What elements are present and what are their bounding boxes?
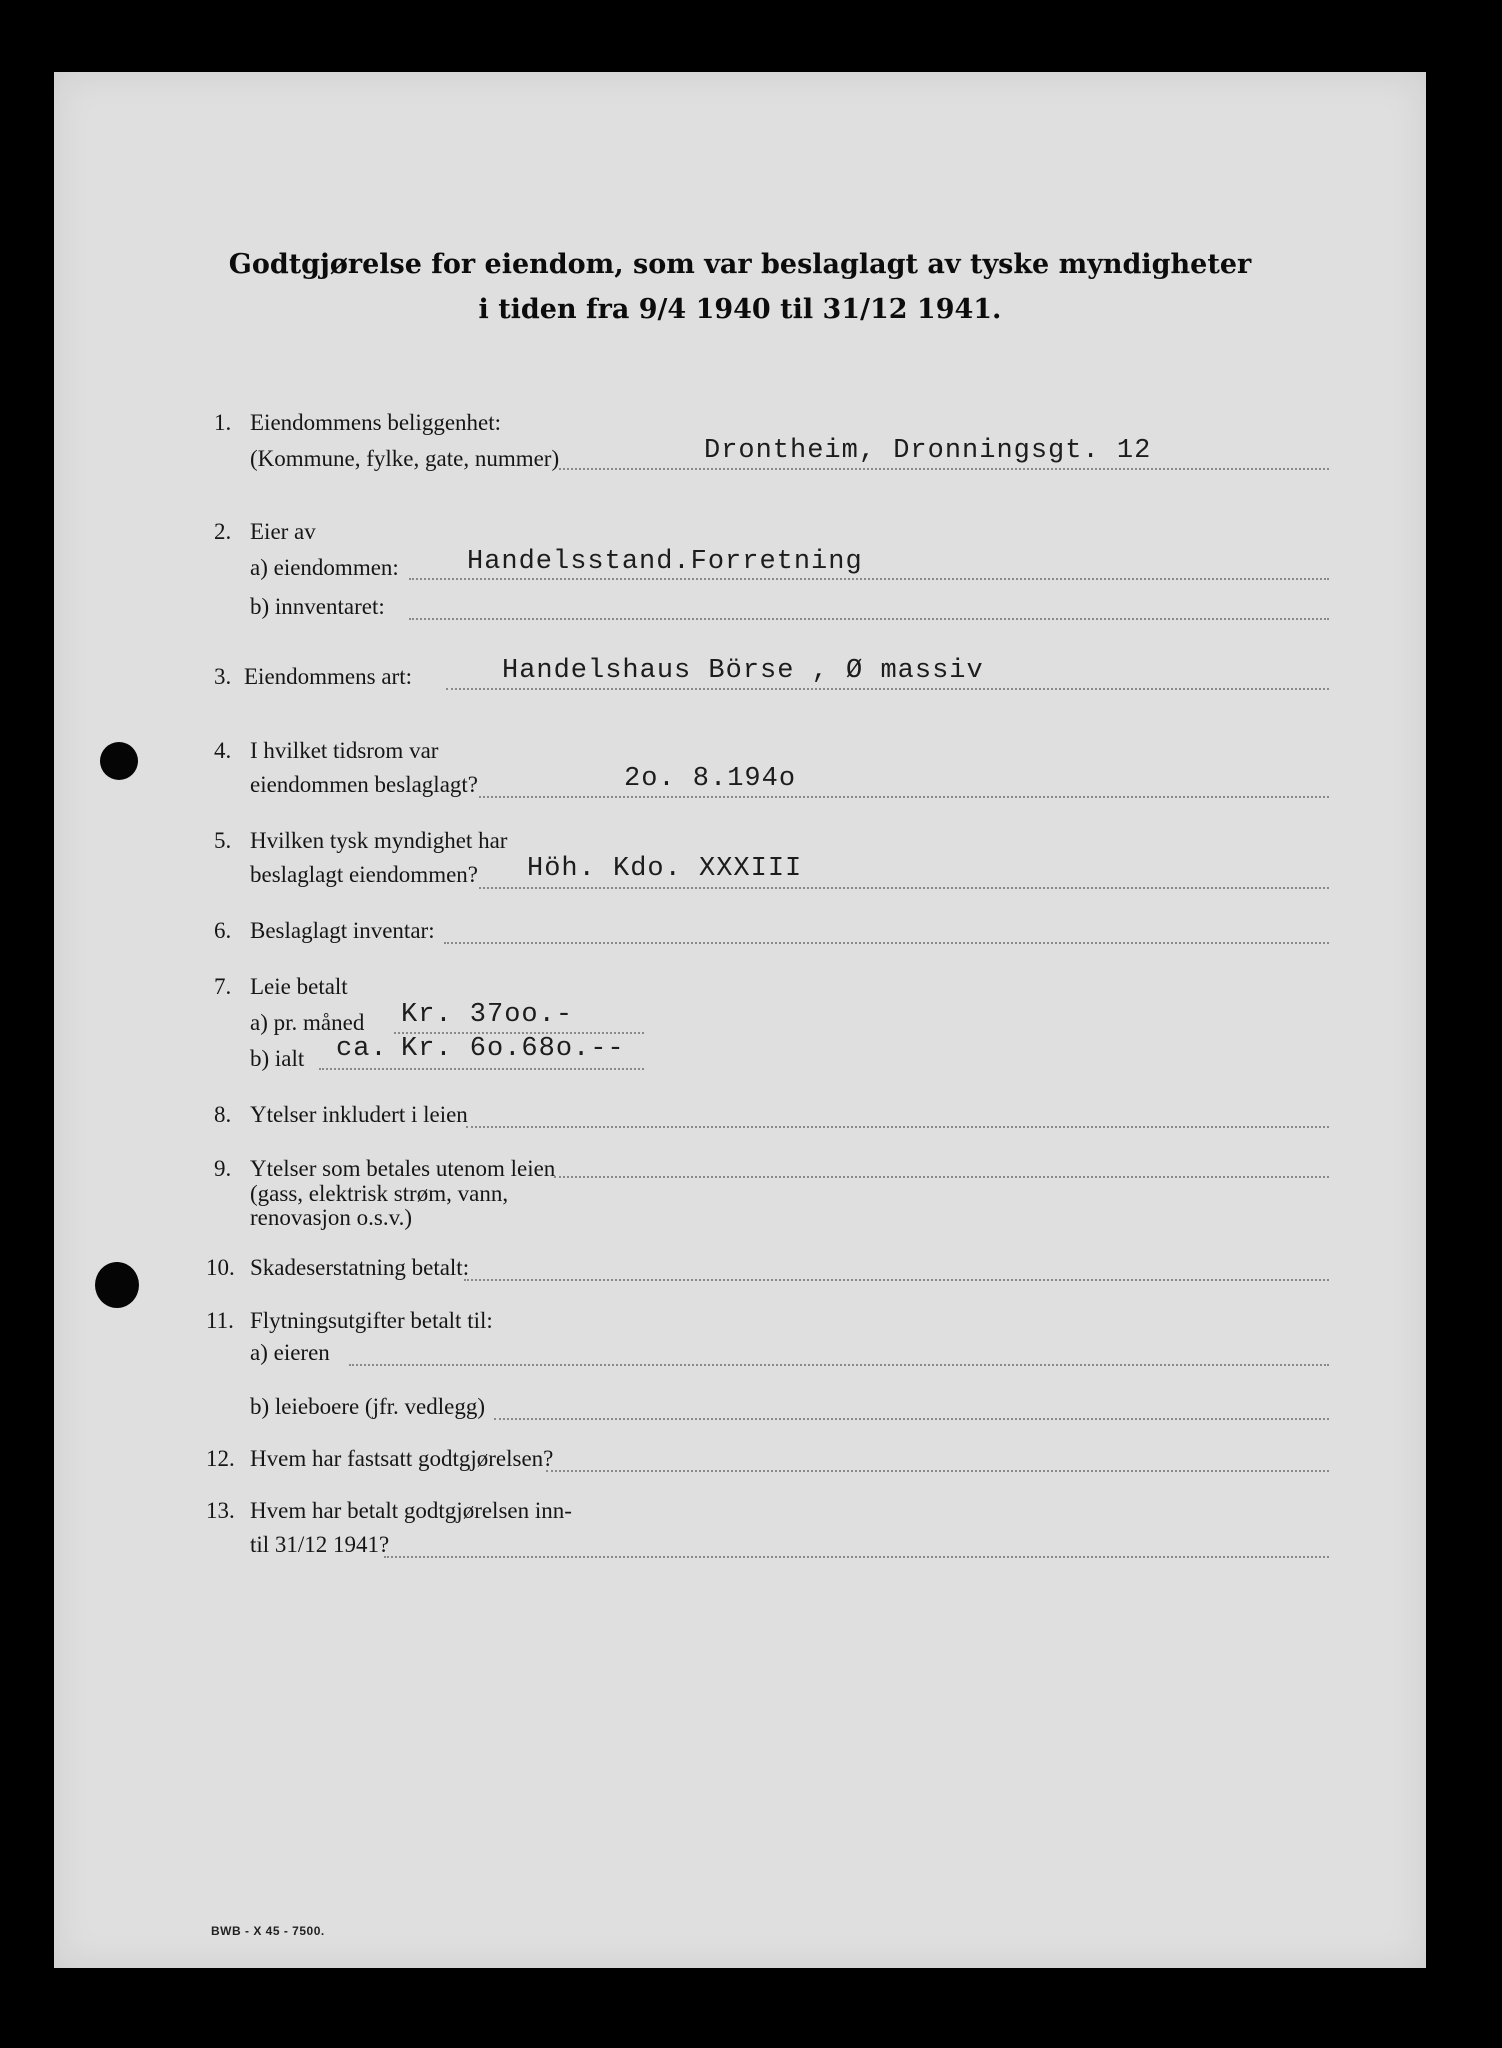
q4-answer-line <box>479 796 1329 798</box>
q2-number: 2. <box>214 519 232 544</box>
q5-answer-line <box>479 887 1329 889</box>
q2a-answer: Handelsstand.Forretning <box>467 547 863 577</box>
q5-sublabel: beslaglagt eiendommen? <box>250 862 479 887</box>
q12-label: Hvem har fastsatt godtgjørelsen? <box>250 1446 554 1471</box>
q9-line3: renovasjon o.s.v.) <box>250 1205 413 1230</box>
q4-number: 4. <box>214 738 232 763</box>
q11-label: Flytningsutgifter betalt til: <box>250 1308 493 1333</box>
q6-label: Beslaglagt inventar: <box>250 918 435 943</box>
punch-hole-upper <box>100 742 138 780</box>
q1-label: Eiendommens beliggenhet: <box>250 410 502 435</box>
q13-answer-line <box>384 1556 1329 1558</box>
q11a-answer-line <box>349 1364 1329 1366</box>
q8-label: Ytelser inkludert i leien <box>250 1102 468 1127</box>
q3-answer: Handelshaus Börse , Ø massiv <box>502 656 984 686</box>
q1-answer: Drontheim, Dronningsgt. 12 <box>704 436 1152 466</box>
q1-answer-line <box>559 468 1329 470</box>
q12-number: 12. <box>206 1446 235 1471</box>
q7-label: Leie betalt <box>250 974 348 999</box>
q10-label: Skadeserstatning betalt: <box>250 1255 470 1280</box>
title-line-1: Godtgjørelse for eiendom, som var beslaglagt av tyske myndigheter <box>228 249 1252 280</box>
q4-label: I hvilket tidsrom var <box>250 738 439 763</box>
q11b-answer-line <box>494 1418 1329 1420</box>
q1-number: 1. <box>214 410 232 435</box>
q9-label: Ytelser som betales utenom leien <box>250 1156 556 1181</box>
q7b-prefix: ca. <box>336 1034 388 1064</box>
q9-answer-line <box>554 1176 1329 1178</box>
q2a-label: a) eiendommen: <box>250 555 399 580</box>
q4-sublabel: eiendommen beslaglagt? <box>250 772 479 797</box>
q3-number: 3. <box>214 664 232 689</box>
q5-number: 5. <box>214 828 232 853</box>
q10-answer-line <box>464 1279 1329 1281</box>
q2a-answer-line <box>409 578 1329 580</box>
q7-number: 7. <box>214 974 232 999</box>
form-title <box>54 242 1426 332</box>
q8-number: 8. <box>214 1102 232 1127</box>
q3-label: Eiendommens art: <box>244 664 412 689</box>
q2-label: Eier av <box>250 519 316 544</box>
q11b-label: b) leieboere (jfr. vedlegg) <box>250 1394 485 1419</box>
q13-label: Hvem har betalt godtgjørelsen inn- <box>250 1498 572 1523</box>
q10-number: 10. <box>206 1255 235 1280</box>
q13-sublabel: til 31/12 1941? <box>250 1532 390 1557</box>
q7b-label: b) ialt <box>250 1046 305 1071</box>
q5-label: Hvilken tysk myndighet har <box>250 828 508 853</box>
q7a-answer: Kr. 37oo.- <box>401 1000 574 1030</box>
q9-number: 9. <box>214 1156 232 1181</box>
q3-answer-line <box>446 688 1329 690</box>
q2b-label: b) innventaret: <box>250 594 385 619</box>
title-line-2: i tiden fra 9/4 1940 til 31/12 1941. <box>478 294 1002 325</box>
q7a-label: a) pr. måned <box>250 1010 365 1035</box>
q6-number: 6. <box>214 918 232 943</box>
q4-answer: 2o. 8.194o <box>624 764 797 794</box>
q8-answer-line <box>466 1126 1329 1128</box>
q9-line2: (gass, elektrisk strøm, vann, <box>250 1181 509 1206</box>
q6-answer-line <box>444 942 1329 944</box>
q1-sublabel: (Kommune, fylke, gate, nummer) <box>250 446 560 471</box>
footer-print-code: BWB - X 45 - 7500. <box>211 1924 325 1938</box>
q2b-answer-line <box>409 618 1329 620</box>
form-sheet <box>54 72 1426 1968</box>
q11a-label: a) eieren <box>250 1340 330 1365</box>
q12-answer-line <box>546 1470 1329 1472</box>
q7b-answer-line <box>319 1068 644 1070</box>
q5-answer: Höh. Kdo. XXXIII <box>527 854 803 884</box>
q13-number: 13. <box>206 1498 235 1523</box>
q11-number: 11. <box>206 1308 234 1333</box>
punch-hole-lower <box>95 1262 139 1308</box>
q7b-answer: Kr. 6o.68o.-- <box>401 1034 625 1064</box>
